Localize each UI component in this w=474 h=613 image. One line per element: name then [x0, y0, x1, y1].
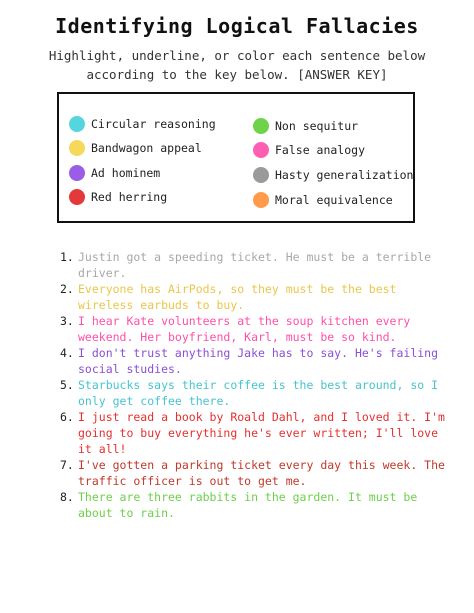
instructions-line-1: Highlight, underline, or color each sentence below: [48, 48, 426, 63]
color-swatch-icon: [253, 142, 269, 158]
item-number: 5.: [60, 378, 74, 392]
list-item: [60, 249, 450, 281]
key-item-non-sequitur: [253, 118, 358, 134]
key-label: Hasty generalization: [275, 168, 414, 182]
list-item: [60, 457, 450, 489]
key-label: Ad hominem: [91, 166, 161, 180]
item-sentence: Starbucks says their coffee is the best around, so I only get coffee there.: [78, 378, 439, 408]
key-item-bandwagon-appeal: [69, 140, 202, 156]
item-sentence: I just read a book by Roald Dahl, and I loved it. I'm going to buy everything he's ever written; I'll love it all!: [78, 410, 445, 456]
list-item: [60, 313, 450, 345]
item-sentence: I've gotten a parking ticket every day this week. The traffic officer is out to get me.: [78, 458, 445, 488]
color-swatch-icon: [253, 118, 269, 134]
list-item: [60, 377, 450, 409]
key-label: Circular reasoning: [91, 117, 216, 131]
key-item-circular-reasoning: [69, 116, 216, 132]
key-label: Red herring: [91, 190, 168, 204]
item-sentence: There are three rabbits in the garden. It must be about to rain.: [78, 490, 418, 520]
worksheet-title: Identifying Logical Fallacies: [55, 14, 419, 38]
sentence-list: [60, 249, 450, 521]
list-item: [60, 489, 450, 521]
item-sentence: I don't trust anything Jake has to say. He's failing social studies.: [78, 346, 439, 376]
list-item: [60, 345, 450, 377]
list-item: [60, 409, 450, 457]
key-item-false-analogy: [253, 142, 365, 158]
item-number: 2.: [60, 282, 74, 296]
key-item-moral-equivalence: [253, 192, 393, 208]
color-swatch-icon: [69, 140, 85, 156]
key-label: False analogy: [275, 143, 366, 157]
item-number: 3.: [60, 314, 74, 328]
item-number: 6.: [60, 410, 74, 424]
key-label: Non sequitur: [275, 119, 359, 133]
item-sentence: I hear Kate volunteers at the soup kitchen every weekend. Her boyfriend, Karl, must be so kind.: [78, 314, 411, 344]
instructions-line-2: according to the key below. [ANSWER KEY]: [86, 67, 388, 82]
key-label: Bandwagon appeal: [91, 141, 202, 155]
color-swatch-icon: [69, 165, 85, 181]
key-item-hasty-generalization: [253, 167, 413, 183]
key-item-red-herring: [69, 189, 167, 205]
key-label: Moral equivalence: [275, 193, 393, 207]
item-number: 8.: [60, 490, 74, 504]
key-item-ad-hominem: [69, 165, 160, 181]
item-number: 7.: [60, 458, 74, 472]
item-number: 1.: [60, 250, 74, 264]
item-sentence: Justin got a speeding ticket. He must be a terrible driver.: [78, 250, 432, 280]
item-number: 4.: [60, 346, 74, 360]
color-swatch-icon: [253, 192, 269, 208]
color-swatch-icon: [69, 116, 85, 132]
color-key-box: [57, 92, 415, 223]
color-swatch-icon: [69, 189, 85, 205]
color-swatch-icon: [253, 167, 269, 183]
list-item: [60, 281, 450, 313]
item-sentence: Everyone has AirPods, so they must be the best wireless earbuds to buy.: [78, 282, 397, 312]
instructions: [20, 46, 454, 84]
